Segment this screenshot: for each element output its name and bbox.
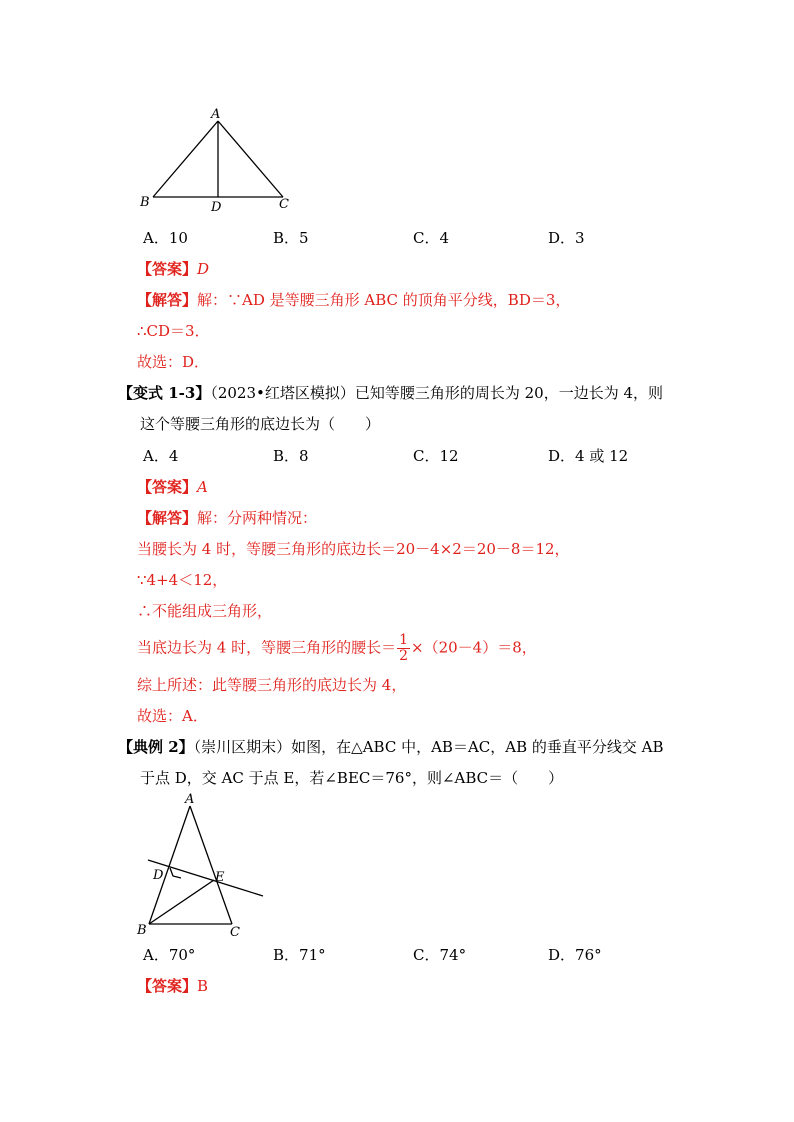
figure1-label-b: B — [140, 195, 150, 210]
q2-stem-line-1: 【变式 1-3】（2023•红塔区模拟）已知等腰三角形的周长为 20，一边长为 4，则 — [118, 384, 664, 402]
q2-option-d: D．4 或 12 — [548, 447, 629, 465]
q2-stem-line-2: 这个等腰三角形的底边长为（ ） — [140, 415, 381, 433]
q1-solution-line-3: 故选：D． — [137, 353, 210, 371]
q1-solution-line-2: ∴CD＝3． — [137, 322, 210, 340]
figure1-label-c: C — [279, 197, 289, 212]
q2-conclusion-line-1: 综上所述：此等腰三角形的底边长为 4， — [137, 676, 407, 694]
q1-answer: 【答案】D — [137, 260, 210, 278]
q1-solution-line-1: 【解答】解：∵AD 是等腰三角形 ABC 的顶角平分线，BD＝3， — [137, 291, 571, 309]
figure2-label-e: E — [215, 870, 225, 885]
q3-option-c: C．74° — [413, 946, 467, 964]
q2-option-c: C．12 — [413, 447, 459, 465]
q2-conclusion-line-2: 故选：A． — [137, 707, 208, 725]
q2-answer: 【答案】A — [137, 478, 208, 496]
figure2-label-c: C — [230, 925, 240, 940]
q1-option-a: A．10 — [143, 229, 188, 247]
q3-answer: 【答案】B — [137, 977, 209, 995]
q3-option-d: D．76° — [548, 946, 602, 964]
q1-option-c: C．4 — [413, 229, 450, 247]
q2-option-b: B．8 — [273, 447, 309, 465]
q2-solution-fraction-line: 当底边长为 4 时，等腰三角形的腰长＝ $\frac{1}{2}$ ×（20－4）＝8， — [137, 632, 537, 664]
q1-option-b: B．5 — [273, 229, 309, 247]
q2-solution-line-2: ∵4+4＜12， — [137, 571, 228, 589]
figure1-label-a: A — [211, 107, 221, 122]
q3-stem-line-2: 于点 D，交 AC 于点 E，若∠BEC＝76°，则∠ABC＝（ ） — [140, 769, 564, 787]
q3-option-b: B．71° — [273, 946, 326, 964]
q2-solution-line-3: ∴不能组成三角形， — [137, 602, 273, 620]
q3-option-a: A．70° — [143, 946, 196, 964]
fraction-one-half: $\frac{1}{2}$ — [399, 632, 409, 664]
figure2-label-b: B — [137, 923, 147, 938]
q2-solution-line-1: 当腰长为 4 时，等腰三角形的底边长＝20－4×2＝20－8＝12， — [137, 540, 570, 558]
q2-solution-intro: 【解答】解：分两种情况： — [137, 509, 318, 527]
figure2-label-a: A — [185, 792, 195, 807]
q2-option-a: A．4 — [143, 447, 179, 465]
figure1-label-d: D — [211, 200, 222, 215]
q3-stem-line-1: 【典例 2】（崇川区期末）如图，在△ABC 中，AB＝AC，AB 的垂直平分线交 AB — [118, 738, 664, 756]
figure2-label-d: D — [153, 868, 164, 883]
q1-option-d: D．3 — [548, 229, 585, 247]
